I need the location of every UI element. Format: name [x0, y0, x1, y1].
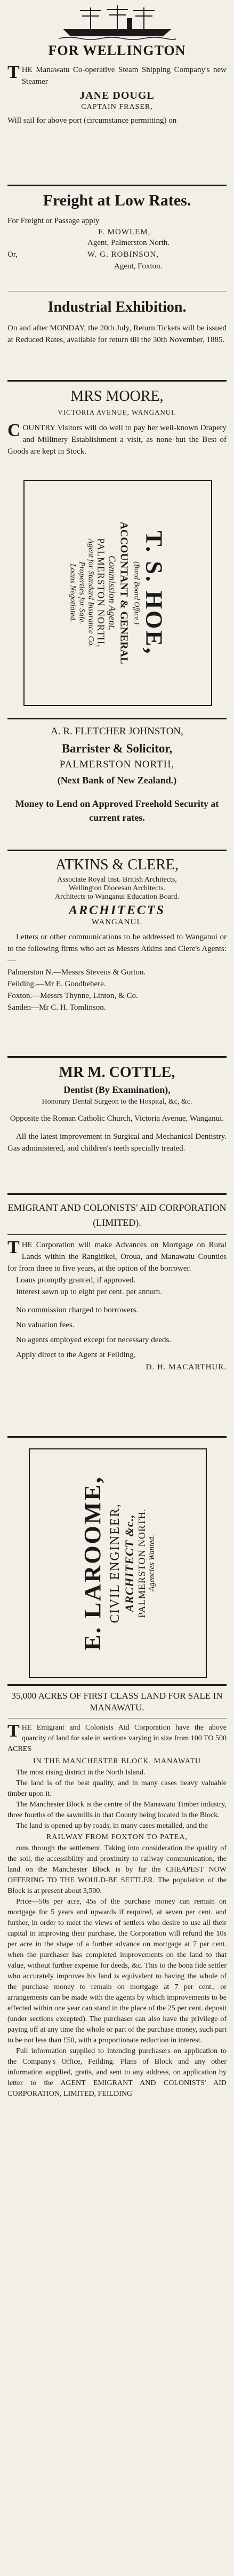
- acres-block: IN THE MANCHESTER BLOCK, MANAWATU: [33, 1757, 201, 1765]
- larcombe-rotated-text: [79, 1454, 157, 1673]
- wellington-title: FOR WELLINGTON: [48, 43, 186, 58]
- larcombe-ad: [7, 1438, 227, 1684]
- johnston-ad: [7, 719, 227, 850]
- acres-title: 35,000 ACRES OF FIRST CLASS LAND FOR SALE IN MANAWATU.: [11, 1691, 223, 1713]
- steamship-illustration: [59, 3, 176, 41]
- atkins-text: Letters or other communications to be addressed to Wanganui or to the following firms who act as Messrs Atkins and Clere's Agents:—: [7, 933, 227, 965]
- emigrant-no1: No commission charged to borrowers.: [16, 1306, 139, 1314]
- emigrant-apply: Apply direct to the Agent at Feilding,: [16, 1351, 136, 1359]
- emigrant-promptly: Loans promptly granted, if approved.: [16, 1276, 136, 1285]
- johnston-name: A. R. FLETCHER JOHNSTON,: [51, 726, 183, 737]
- johnston-money: Money to Lend on Approved Freehold Security at current rates.: [15, 798, 219, 823]
- or-label: Or,: [7, 250, 18, 259]
- hoe-box: [23, 480, 212, 706]
- freight-line1: For Freight or Passage apply: [7, 217, 100, 225]
- agent1-name: F. MOWLEM,: [98, 228, 151, 236]
- exhibition-ad: [7, 291, 227, 380]
- larcombe-name: E. LAROOME,: [79, 1476, 106, 1651]
- cottle-name: MR M. COTTLE,: [59, 1064, 175, 1081]
- divider: [7, 1234, 227, 1235]
- atkins-agent3: Foxton.—Messrs Thynne, Linton, & Co.: [7, 992, 138, 1000]
- wellington-line2: Will sail for above port (circumstance permitting) on: [7, 116, 177, 125]
- cottle-ad: [7, 1058, 227, 1193]
- atkins-assoc3: Architects to Wanganui Education Board.: [54, 893, 180, 901]
- cottle-text: All the latest improvement in Surgical and Mechanical Dentistry. Gas administered, and children's teeth specially treated.: [7, 1132, 227, 1153]
- cottle-title: Dentist (By Examination),: [63, 1084, 171, 1095]
- larcombe-l1: CIVIL ENGINEER,: [108, 1503, 122, 1623]
- larcombe-box: [29, 1448, 207, 1678]
- acres-p6: Price—50s per acre, 45s of the purchase money can remain on mortgage for 5 years and upwards if required, at seven per cent. and further, in order to meet the views of settlers who desire to use all their capital in improving their purchase, the Corporation will refund the 10s per acre in the shape of a further advance on mortgage at 7 per cent. when the purchaser has completed improvements on the land to that value, without further expense for deeds, &c. This to the bona fide settler who accurately improves his land is equivalent to having the whole of the purchase money to remain on mortgage at 7 per cent., or arrangements can be made with the agents by which improvements to be effected within one year can stand in the place of the 25 per cent. deposit (under sections excepted). The purchaser can also have the privilege of paying off at any time the whole or part of the purchase money, such part to be not less than £50, with a proportionate reduction in interest.: [7, 1898, 227, 2044]
- agent2-name: W. G. ROBINSON,: [87, 250, 159, 259]
- hoe-l5: Properties for Sale.: [77, 561, 86, 624]
- johnston-note: (Next Bank of New Zealand.): [57, 775, 177, 786]
- agent1-place: Agent, Palmerston North.: [87, 239, 170, 247]
- acres-p2: The land is of the best quality, and in many cases heavy valuable timber upon it.: [7, 1779, 227, 1798]
- atkins-agent2: Feilding.—Mr E. Goodbehere.: [7, 980, 106, 988]
- atkins-assoc2: Wellington Diocesan Architects.: [68, 884, 166, 892]
- freight-ad: [7, 186, 227, 291]
- johnston-place: PALMERSTON NORTH,: [59, 759, 175, 770]
- hoe-l3: PALMERSTON NORTH,: [95, 538, 107, 648]
- emigrant-no2: No valuation fees.: [16, 1321, 75, 1329]
- hoe-ad: [7, 466, 227, 718]
- acres-p5: runs through the settlement. Taking into consideration the quality of the soil, the accessibility and proximity to railway communication, the land on the Manchester Block is by far the CHEAPEST NOW OFFERING TO THE WOULD-BE SETTLER. The population of the Block is at present about 3,500.: [7, 1844, 227, 1895]
- captain-name: CAPTAIN FRASER,: [81, 103, 153, 111]
- emigrant-interest: Interest sewn up to eight per cent. per annum.: [16, 1288, 163, 1296]
- larcombe-l4: Agencies Wanted.: [148, 1534, 156, 1592]
- hoe-sub: (Bond Board Office.): [132, 561, 141, 625]
- acres-railway: RAILWAY FROM FOXTON TO PATEA,: [46, 1833, 188, 1841]
- acres-ad: [7, 1686, 227, 2099]
- atkins-agent4: Sanden—Mr C. H. Tomlinson.: [7, 1003, 106, 1012]
- cottle-hon: Honorary Dental Surgeon to the Hospital, &c, &c.: [42, 1098, 192, 1106]
- atkins-agent1: Palmerston N.—Messrs Stevens & Gorton.: [7, 968, 146, 977]
- wellington-line1: THE Manawatu Co-operative Steam Shipping Company's new Steamer: [7, 62, 227, 86]
- moore-ad: [7, 382, 227, 466]
- hoe-l1: ACCOUNTANT & GENERAL: [118, 521, 130, 664]
- emigrant-intro: THE Corporation will make Advances on Mortgage on Rural Lands within the Rangitikei, Oroua, and Manawatu Counties for from three to five years, at the option of the borrower.: [7, 1238, 227, 1273]
- atkins-place: WANGANUI.: [91, 918, 143, 926]
- acres-p1: The most rising district in the North Island.: [16, 1769, 146, 1777]
- moore-text: COUNTRY Visitors will do well to pay her well-known Drapery and Millinery Establishment a visit, as none but the Best of Goods are kept in Stock.: [7, 421, 227, 456]
- emigrant-ad: [7, 1195, 227, 1436]
- agent2-place: Agent, Foxton.: [114, 262, 163, 271]
- acres-p4: The land is opened up by roads, in many cases metalled, and the: [16, 1822, 208, 1830]
- larcombe-l3: PALMERSTON NORTH.: [136, 1508, 147, 1618]
- atkins-ad: [7, 851, 227, 1056]
- emigrant-agent: D. H. MACARTHUR.: [146, 1363, 227, 1372]
- atkins-title: ARCHITECTS: [69, 903, 165, 917]
- exhibition-text: On and after MONDAY, the 20th July, Return Tickets will be issued at Reduced Rates, available for return till the 30th November, 1885.: [7, 324, 227, 344]
- exhibition-title: Industrial Exhibition.: [47, 299, 187, 315]
- acres-p3: The Manchester Block is the centre of the Manawatu Timber industry, three fourths of the sawmills in that County being located in the Block.: [7, 1801, 227, 1819]
- freight-title: Freight at Low Rates.: [43, 192, 191, 209]
- cottle-address: Opposite the Roman Catholic Church, Victoria Avenue, Wanganui.: [10, 1114, 224, 1123]
- vessel-name: JANE DOUGL: [79, 90, 155, 101]
- acres-intro: THE Emigrant and Colonists Aid Corporation have the above quantity of land for sale in sections varying in size from 100 TO 500 ACRES: [7, 1721, 227, 1753]
- moore-address: VICTORIA AVENUE, WANGANUI.: [58, 408, 176, 416]
- emigrant-no3: No agents employed except for necessary deeds.: [16, 1336, 172, 1344]
- hoe-name: T. S. HOE,: [141, 530, 167, 655]
- wellington-ad: [7, 3, 227, 185]
- hoe-l6: Loans Negotiated.: [68, 563, 77, 622]
- atkins-assoc1: Associate Royal Inst. British Architects,: [57, 876, 177, 884]
- emigrant-title: EMIGRANT AND COLONISTS' AID CORPORATION (LIMITED).: [7, 1202, 227, 1228]
- moore-title: MRS MOORE,: [70, 388, 164, 405]
- atkins-name: ATKINS & CLERE,: [55, 857, 179, 873]
- hoe-rotated-text: [68, 486, 168, 700]
- johnston-title: Barrister & Solicitor,: [61, 742, 173, 755]
- hoe-l4: Agent for Standard Insurance Co.: [86, 538, 95, 647]
- acres-p7: Full information supplied to intending purchasers on application to the Company's Office, Feilding. Plans of Block and any other information supplied, gratis, and sent to any address, on application by letter to the AGENT EMIGRANT AND COLONISTS' AID CORPORATION, LIMITED, FEILDING: [7, 2047, 227, 2098]
- larcombe-l2: ARCHITECT &c.,: [123, 1514, 136, 1612]
- hoe-l2: Commission Agent,: [107, 556, 118, 630]
